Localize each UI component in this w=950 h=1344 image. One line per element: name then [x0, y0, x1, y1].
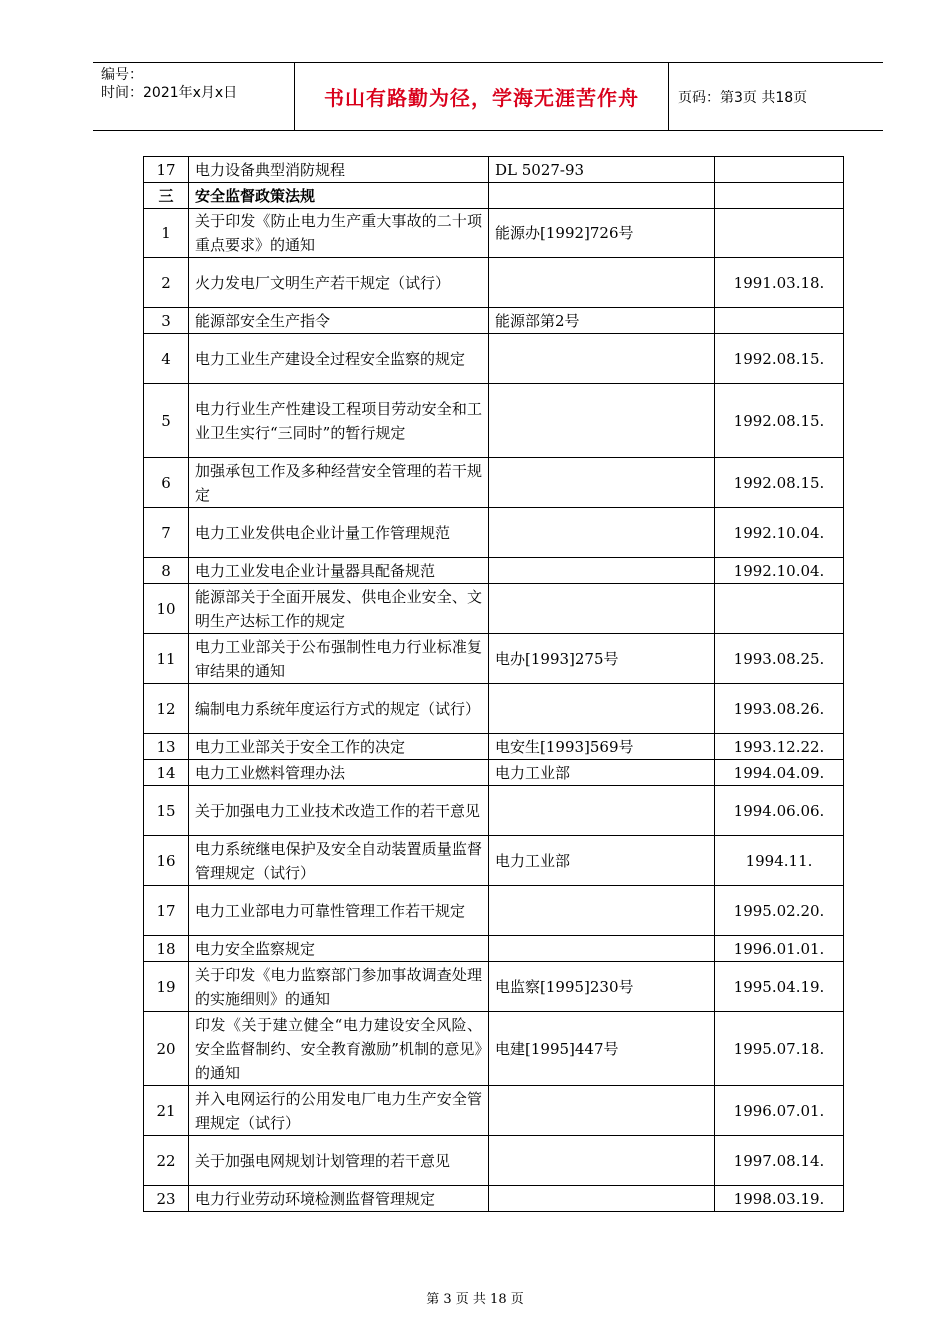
document-number: DL 5027-93 [489, 157, 715, 183]
section-row [144, 183, 844, 209]
issue-date: 1995.04.19. [715, 962, 844, 1012]
table-row [144, 384, 844, 458]
table-row [144, 508, 844, 558]
document-number [489, 558, 715, 584]
regulation-title: 能源部关于全面开展发、供电企业安全、文明生产达标工作的规定 [189, 584, 489, 634]
row-number: 10 [144, 584, 189, 634]
issue-date [715, 209, 844, 258]
row-number: 14 [144, 760, 189, 786]
issue-date: 1996.07.01. [715, 1086, 844, 1136]
regulation-title: 加强承包工作及多种经营安全管理的若干规定 [189, 458, 489, 508]
issue-date [715, 183, 844, 209]
document-number [489, 1136, 715, 1186]
regulation-title: 并入电网运行的公用发电厂电力生产安全管理规定（试行） [189, 1086, 489, 1136]
row-number: 16 [144, 836, 189, 886]
regulation-title: 火力发电厂文明生产若干规定（试行） [189, 258, 489, 308]
row-number: 22 [144, 1136, 189, 1186]
regulation-title: 电力行业生产性建设工程项目劳动安全和工业卫生实行“三同时”的暂行规定 [189, 384, 489, 458]
issue-date: 1992.10.04. [715, 508, 844, 558]
issue-date: 1998.03.19. [715, 1186, 844, 1212]
regulation-title: 编制电力系统年度运行方式的规定（试行） [189, 684, 489, 734]
regulation-title: 电力工业部电力可靠性管理工作若干规定 [189, 886, 489, 936]
table-row [144, 157, 844, 183]
row-number: 三 [144, 183, 189, 209]
header-info [93, 63, 294, 130]
issue-date [715, 308, 844, 334]
row-number: 6 [144, 458, 189, 508]
issue-date: 1995.07.18. [715, 1012, 844, 1086]
document-number [489, 886, 715, 936]
issue-date: 1994.06.06. [715, 786, 844, 836]
table-row [144, 209, 844, 258]
document-number [489, 684, 715, 734]
document-number [489, 458, 715, 508]
regulation-title: 电力工业部关于公布强制性电力行业标准复审结果的通知 [189, 634, 489, 684]
row-number: 13 [144, 734, 189, 760]
table-row [144, 684, 844, 734]
row-number: 15 [144, 786, 189, 836]
table-row [144, 962, 844, 1012]
table-row [144, 258, 844, 308]
regulation-title: 电力工业发电企业计量器具配备规范 [189, 558, 489, 584]
issue-date [715, 157, 844, 183]
row-number: 1 [144, 209, 189, 258]
row-number: 21 [144, 1086, 189, 1136]
page-header [93, 62, 883, 131]
table-row [144, 760, 844, 786]
regulation-title: 电力工业燃料管理办法 [189, 760, 489, 786]
row-number: 2 [144, 258, 189, 308]
table-row [144, 786, 844, 836]
issue-date: 1993.08.25. [715, 634, 844, 684]
table-row [144, 886, 844, 936]
document-number: 电办[1993]275号 [489, 634, 715, 684]
regulations-table-body [144, 157, 844, 1212]
table-row [144, 584, 844, 634]
document-number [489, 384, 715, 458]
table-row [144, 1186, 844, 1212]
row-number: 18 [144, 936, 189, 962]
document-number [489, 508, 715, 558]
issue-date: 1995.02.20. [715, 886, 844, 936]
issue-date: 1994.11. [715, 836, 844, 886]
issue-date: 1992.08.15. [715, 384, 844, 458]
table-row [144, 1086, 844, 1136]
document-number [489, 334, 715, 384]
document-number: 能源办[1992]726号 [489, 209, 715, 258]
issue-date: 1992.10.04. [715, 558, 844, 584]
regulation-title: 关于印发《电力监察部门参加事故调查处理的实施细则》的通知 [189, 962, 489, 1012]
table-row [144, 1012, 844, 1086]
regulation-title: 能源部安全生产指令 [189, 308, 489, 334]
issue-date: 1994.04.09. [715, 760, 844, 786]
regulation-title: 电力系统继电保护及安全自动装置质量监督管理规定（试行） [189, 836, 489, 886]
row-number: 17 [144, 886, 189, 936]
regulation-title: 印发《关于建立健全“电力建设安全风险、安全监督制约、安全教育激励”机制的意见》的通知 [189, 1012, 489, 1086]
regulation-title: 电力设备典型消防规程 [189, 157, 489, 183]
regulation-title: 电力工业部关于安全工作的决定 [189, 734, 489, 760]
regulation-title: 电力安全监察规定 [189, 936, 489, 962]
regulation-title: 电力行业劳动环境检测监督管理规定 [189, 1186, 489, 1212]
regulation-title: 关于加强电力工业技术改造工作的若干意见 [189, 786, 489, 836]
regulation-title: 关于加强电网规划计划管理的若干意见 [189, 1136, 489, 1186]
document-number: 电监察[1995]230号 [489, 962, 715, 1012]
table-row [144, 334, 844, 384]
row-number: 17 [144, 157, 189, 183]
row-number: 12 [144, 684, 189, 734]
document-number [489, 584, 715, 634]
regulations-table [143, 156, 844, 1212]
row-number: 20 [144, 1012, 189, 1086]
row-number: 3 [144, 308, 189, 334]
regulation-title: 电力工业生产建设全过程安全监察的规定 [189, 334, 489, 384]
page-footer: 第 3 页 共 18 页 [426, 1292, 524, 1307]
issue-date: 1996.01.01. [715, 936, 844, 962]
row-number: 5 [144, 384, 189, 458]
row-number: 8 [144, 558, 189, 584]
document-number: 电建[1995]447号 [489, 1012, 715, 1086]
regulation-title: 电力工业发供电企业计量工作管理规范 [189, 508, 489, 558]
issue-date: 1997.08.14. [715, 1136, 844, 1186]
header-motto: 书山有路勤为径，学海无涯苦作舟 [294, 63, 669, 130]
document-number [489, 1186, 715, 1212]
table-row [144, 458, 844, 508]
document-number: 电力工业部 [489, 760, 715, 786]
header-page-label: 页码：第3页 共18页 [678, 89, 808, 106]
table-row [144, 1136, 844, 1186]
regulation-title: 安全监督政策法规 [189, 183, 489, 209]
row-number: 23 [144, 1186, 189, 1212]
row-number: 11 [144, 634, 189, 684]
row-number: 19 [144, 962, 189, 1012]
document-time-label: 时间：2021年x月x日 [101, 85, 238, 101]
document-number [489, 936, 715, 962]
row-number: 7 [144, 508, 189, 558]
document-number [489, 258, 715, 308]
issue-date: 1993.08.26. [715, 684, 844, 734]
table-row [144, 734, 844, 760]
document-number: 电力工业部 [489, 836, 715, 886]
document-number [489, 786, 715, 836]
issue-date: 1992.08.15. [715, 334, 844, 384]
table-row [144, 308, 844, 334]
document-number [489, 183, 715, 209]
document-number-label: 编号： [101, 67, 143, 83]
table-row [144, 634, 844, 684]
document-number: 能源部第2号 [489, 308, 715, 334]
document-number [489, 1086, 715, 1136]
table-row [144, 936, 844, 962]
issue-date: 1991.03.18. [715, 258, 844, 308]
issue-date [715, 584, 844, 634]
row-number: 4 [144, 334, 189, 384]
document-number: 电安生[1993]569号 [489, 734, 715, 760]
issue-date: 1992.08.15. [715, 458, 844, 508]
regulation-title: 关于印发《防止电力生产重大事故的二十项重点要求》的通知 [189, 209, 489, 258]
issue-date: 1993.12.22. [715, 734, 844, 760]
table-row [144, 836, 844, 886]
table-row [144, 558, 844, 584]
